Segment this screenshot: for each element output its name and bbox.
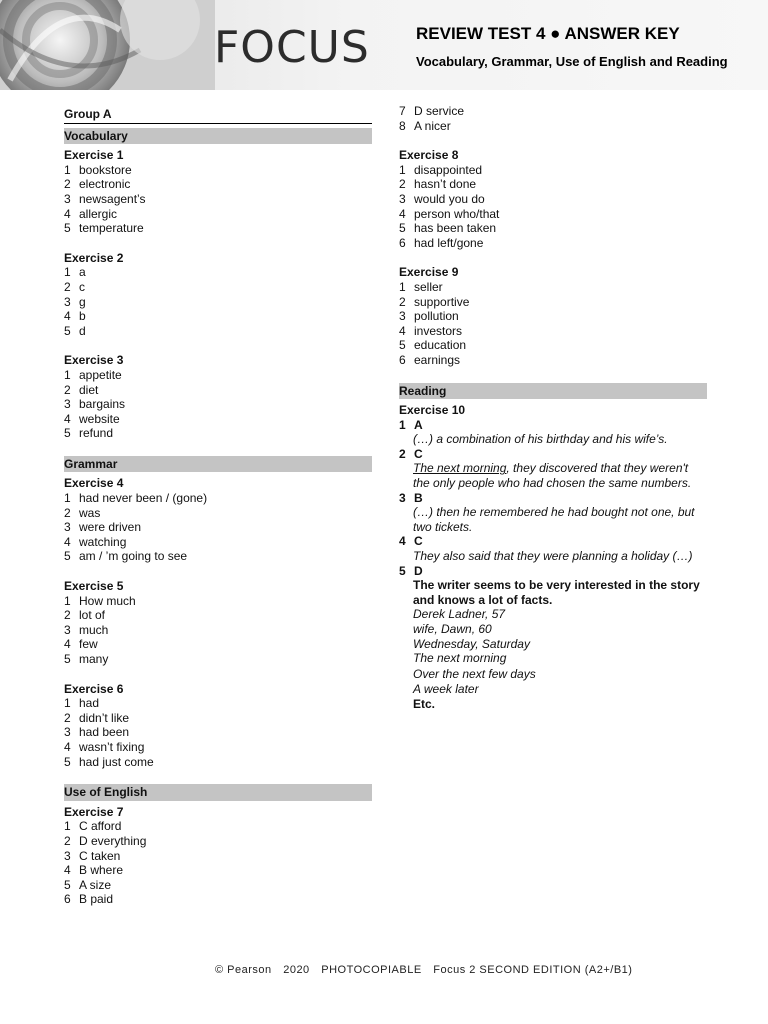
exercise-5 [64, 579, 372, 667]
answer-item: 4 wasn’t fixing [64, 739, 145, 754]
exercise-2 [64, 251, 372, 339]
answer-item: 6 earnings [399, 352, 461, 367]
answer-item: 2 didn’t like [64, 710, 130, 725]
answer-item: 3 would you do [399, 191, 485, 206]
exercise-title: Exercise 2 [64, 250, 124, 265]
answer-item: 4 B where [64, 863, 124, 878]
answer-item: 3 g [64, 294, 86, 309]
evidence-line: A week later [413, 682, 479, 697]
exercise-1 [64, 148, 372, 236]
photocopiable-label: PHOTOCOPIABLE [321, 964, 422, 976]
answer-item: 1 How much [64, 593, 136, 608]
answer-item: 6 had left/gone [399, 235, 484, 250]
section-heading-use-of-english: Use of English [64, 784, 372, 801]
answer-item: 4 C [399, 534, 423, 549]
answer-item: 5 education [399, 338, 467, 353]
exercise-8 [399, 148, 707, 250]
copyright-text: © Pearson [215, 964, 272, 976]
answer-item: 8 A nicer [399, 118, 451, 133]
section-heading-reading: Reading [399, 383, 707, 400]
focus-logo-text: FOCUS [214, 22, 370, 73]
answer-item: 2 supportive [399, 294, 470, 309]
evidence-line: wife, Dawn, 60 [413, 622, 492, 636]
answer-item: 5 had just come [64, 754, 154, 769]
answer-explanation: The writer seems to be very interested in the story and knows a lot of facts. [413, 578, 700, 607]
exercise-title: Exercise 5 [64, 579, 124, 594]
answer-evidence: The next morning, they discovered that they weren't the only people who had chosen the same numbers. [413, 461, 692, 491]
answer-item: 3 newsagent’s [64, 191, 146, 206]
page-subtitle: Vocabulary, Grammar, Use of English and Reading [416, 54, 728, 69]
answer-item: 2 diet [64, 382, 99, 397]
copyright-year: 2020 [283, 964, 310, 976]
right-column [399, 104, 707, 727]
exercise-title: Exercise 7 [64, 804, 124, 819]
focus-logo-swirl-icon [0, 0, 215, 90]
answer-item: 1 disappointed [399, 162, 483, 177]
exercise-10 [399, 403, 707, 711]
answer-item: 5 am / ’m going to see [64, 549, 188, 564]
answer-item: 5 d [64, 323, 86, 338]
section-heading-vocabulary: Vocabulary [64, 128, 372, 145]
answer-item: 1 appetite [64, 367, 122, 382]
answer-item: 1 bookstore [64, 162, 132, 177]
edition-label: Focus 2 SECOND EDITION (A2+/B1) [433, 964, 633, 976]
answer-item: 4 b [64, 309, 86, 324]
evidence-line: Wednesday, Saturday [413, 636, 530, 651]
evidence-line: The next morning [413, 651, 507, 666]
answer-item: 3 bargains [64, 397, 126, 412]
answer-item: 3 much [64, 622, 109, 637]
left-column [64, 107, 372, 922]
answer-item: 5 has been taken [399, 221, 497, 236]
exercise-title: Exercise 10 [399, 403, 466, 418]
section-heading-grammar: Grammar [64, 456, 372, 473]
evidence-line: Derek Ladner, 57 [413, 607, 506, 622]
answer-item: 2 electronic [64, 177, 131, 192]
exercise-title: Exercise 3 [64, 353, 124, 368]
answer-item: 6 B paid [64, 892, 114, 907]
exercise-3 [64, 353, 372, 441]
group-title: Group A [64, 107, 372, 124]
answer-item: 4 allergic [64, 206, 118, 221]
answer-item: 1 had never been / (gone) [64, 491, 208, 506]
exercise-title: Exercise 1 [64, 148, 124, 163]
answer-item: 1 C afford [64, 819, 122, 834]
answer-item: 1 seller [399, 279, 443, 294]
answer-item: 1 a [64, 265, 86, 280]
answer-item: 2 hasn’t done [399, 177, 477, 192]
evidence-line: Over the next few days [413, 666, 536, 681]
answer-item: 3 C taken [64, 848, 121, 863]
answer-item: 3 pollution [399, 309, 459, 324]
header-banner [0, 0, 768, 90]
page-title: REVIEW TEST 4 ● ANSWER KEY [416, 24, 680, 43]
answer-item: 2 c [64, 279, 85, 294]
answer-item: 2 was [64, 505, 101, 520]
exercise-6 [64, 682, 372, 770]
answer-item: 2 D everything [64, 833, 147, 848]
answer-evidence: (…) a combination of his birthday and his wife’s. [413, 432, 668, 447]
answer-item: 5 temperature [64, 221, 144, 236]
exercise-title: Exercise 8 [399, 148, 459, 163]
answer-item: 1 had [64, 696, 100, 711]
answer-evidence: (…) then he remembered he had bought not one, but two tickets. [413, 505, 695, 534]
exercise-title: Exercise 9 [399, 265, 459, 280]
answer-item: 2 C [399, 446, 423, 461]
answer-item: 3 B [399, 490, 423, 505]
exercise-title: Exercise 6 [64, 681, 124, 696]
answer-item: 4 watching [64, 534, 127, 549]
answer-item: 1 A [399, 417, 423, 432]
exercise-title: Exercise 4 [64, 476, 124, 491]
etc-text: Etc. [413, 696, 436, 711]
answer-item: 5 D [399, 563, 423, 578]
answer-item: 3 had been [64, 725, 130, 740]
answer-item: 4 website [64, 411, 120, 426]
answer-item: 5 refund [64, 426, 114, 441]
answer-item: 2 lot of [64, 608, 106, 623]
answer-item: 7 D service [399, 104, 465, 118]
answer-item: 5 A size [64, 877, 112, 892]
exercise-9 [399, 265, 707, 367]
answer-item: 3 were driven [64, 520, 142, 535]
exercise-7-continued [399, 104, 707, 133]
exercise-7 [64, 805, 372, 907]
exercise-4 [64, 476, 372, 564]
footer [215, 964, 640, 976]
answer-item: 5 many [64, 652, 109, 666]
answer-evidence: They also said that they were planning a holiday (…) [413, 549, 693, 564]
answer-item: 4 person who/that [399, 206, 500, 221]
answer-item: 4 investors [399, 323, 463, 338]
answer-item: 4 few [64, 637, 98, 652]
